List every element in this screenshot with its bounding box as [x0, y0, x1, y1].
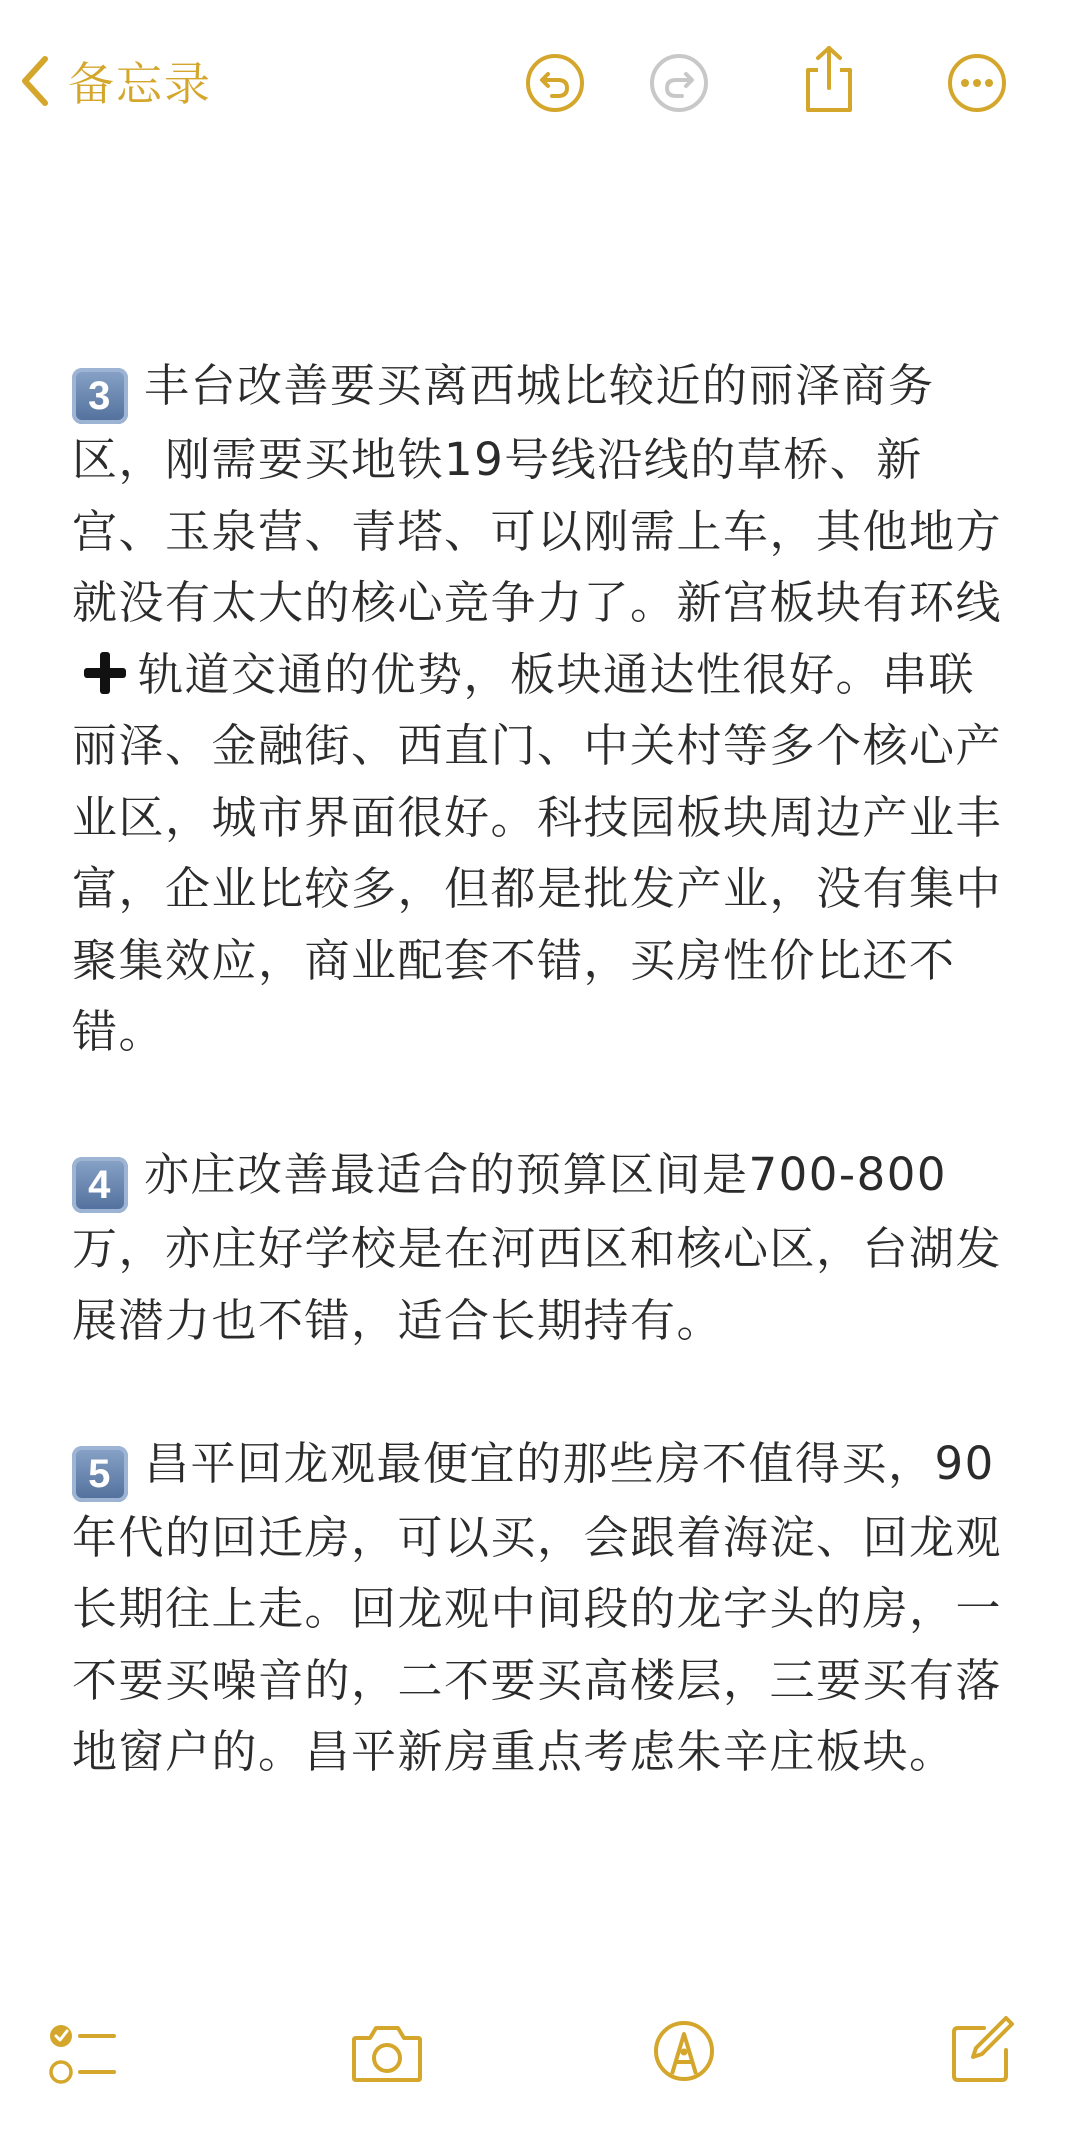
note-paragraph-4 [72, 1139, 1012, 1356]
chevron-left-icon [20, 55, 50, 107]
checklist-button[interactable] [48, 2022, 118, 2088]
note-paragraph-3-text-b: 轨道交通的优势，板块通达性很好。串联丽泽、金融街、西直门、中关村等多个核心产业区，城市界面很好。科技园板块周边产业丰富，企业比较多，但都是批发产业，没有集中聚集效应，商业配套不错，买房性价比还不错。 [72, 647, 1003, 1058]
camera-icon [350, 2022, 424, 2084]
blank-line [72, 1068, 1012, 1140]
checklist-icon [48, 2022, 118, 2088]
markup-button[interactable] [652, 2018, 716, 2084]
plus-icon [82, 650, 128, 696]
note-paragraph-3 [72, 350, 1012, 1068]
keycap-3-icon: 3 [72, 368, 128, 424]
share-icon [798, 44, 860, 116]
note-paragraph-4-text: 亦庄改善最适合的预算区间是700-800万，亦庄好学校是在河西区和核心区，台湖发展潜力也不错，适合长期持有。 [72, 1148, 1003, 1347]
camera-button[interactable] [350, 2022, 424, 2084]
redo-button[interactable] [648, 52, 710, 114]
keycap-5-icon: 5 [72, 1446, 128, 1502]
note-paragraph-5 [72, 1428, 1012, 1788]
more-icon [946, 52, 1008, 114]
bottom-toolbar [0, 2000, 1080, 2143]
note-paragraph-5-text: 昌平回龙观最便宜的那些房不值得买，90年代的回迁房，可以买，会跟着海淀、回龙观长期往上走。回龙观中间段的龙字头的房，一不要买噪音的，二不要买高楼层，三要买有落地窗户的。昌平新房重点考虑朱辛庄板块。 [72, 1436, 1003, 1778]
undo-icon [524, 52, 586, 114]
undo-button[interactable] [524, 52, 586, 114]
note-paragraph-3-text-a: 丰台改善要买离西城比较近的丽泽商务区，刚需要买地铁19号线沿线的草桥、新宫、玉泉营、青塔、可以刚需上车，其他地方就没有太大的核心竞争力了。新宫板块有环线 [72, 359, 1003, 629]
note-body[interactable] [72, 350, 1012, 1788]
back-button[interactable] [20, 48, 212, 114]
back-label: 备忘录 [68, 57, 212, 111]
share-button[interactable] [798, 44, 860, 116]
keycap-4-icon: 4 [72, 1157, 128, 1213]
more-button[interactable] [946, 52, 1008, 114]
navigation-bar [0, 0, 1080, 170]
compose-icon [950, 2014, 1016, 2084]
compose-button[interactable] [950, 2014, 1016, 2084]
redo-icon [648, 52, 710, 114]
blank-line [72, 1356, 1012, 1428]
markup-icon [652, 2018, 716, 2084]
